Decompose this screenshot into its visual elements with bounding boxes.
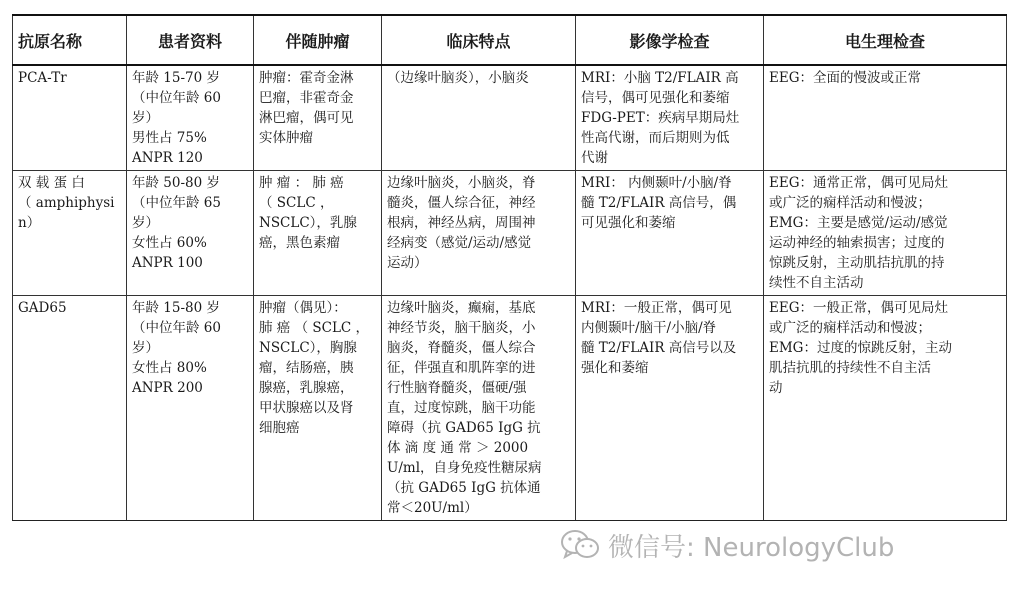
cell-line: （ amphiphysi [18, 195, 115, 211]
header-ephys: 电生理检查 [764, 15, 1007, 65]
cell-line: EEG：通常正常，偶可见局灶 [769, 175, 948, 191]
cell-line: （中位年龄 65 [132, 195, 221, 211]
cell-line: （边缘叶脑炎），小脑炎 [387, 70, 529, 86]
cell-clinical [382, 171, 576, 296]
cell-line: EEG：全面的慢波或正常 [769, 70, 921, 86]
cell-line: 脑炎，脊髓炎，僵人综合 [387, 340, 536, 356]
cell-patient [127, 171, 254, 296]
cell-antigen [13, 296, 127, 521]
cell-line: 瘤，结肠癌，胰 [259, 360, 354, 376]
cell-tumor [254, 65, 382, 171]
table-row [13, 65, 1007, 171]
cell-line: 岁） [132, 110, 159, 126]
cell-line: 肌拮抗肌的持续性不自主活 [769, 360, 931, 376]
cell-line: 双 载 蛋 白 [18, 175, 85, 191]
cell-line: 根病，神经丛病，周围神 [387, 215, 536, 231]
cell-line: 肿 瘤 ： 肺 癌 [259, 175, 344, 191]
cell-line: 行性脑脊髓炎，僵硬/强 [387, 380, 527, 396]
cell-antigen [13, 65, 127, 171]
cell-imaging [576, 65, 764, 171]
cell-line: 强化和萎缩 [581, 360, 649, 376]
cell-line: n） [18, 215, 41, 231]
cell-line: 常＜20U/ml） [387, 500, 478, 516]
cell-line: EMG：主要是感觉/运动/感觉 [769, 215, 948, 231]
cell-line: 癌，黑色素瘤 [259, 235, 340, 251]
cell-line: MRI：一般正常，偶可见 [581, 300, 732, 316]
cell-line: MRI： 内侧颞叶/小脑/脊 [581, 175, 732, 191]
cell-line: EEG：一般正常，偶可见局灶 [769, 300, 948, 316]
cell-line: （抗 GAD65 IgG 抗体通 [387, 480, 541, 496]
cell-imaging [576, 171, 764, 296]
table-header-row [13, 15, 1007, 65]
cell-line: NSCLC），胸腺 [259, 340, 357, 356]
cell-ephys [764, 171, 1007, 296]
cell-ephys [764, 296, 1007, 521]
cell-clinical [382, 296, 576, 521]
cell-line: 续性不自主活动 [769, 275, 864, 291]
cell-line: NSCLC），乳腺 [259, 215, 357, 231]
cell-clinical [382, 65, 576, 171]
cell-line: FDG-PET：疾病早期局灶 [581, 110, 740, 126]
cell-line: 腺癌，乳腺癌， [259, 380, 354, 396]
cell-tumor [254, 296, 382, 521]
header-imaging: 影像学检查 [576, 15, 764, 65]
cell-line: 肿瘤：霍奇金淋 [259, 70, 354, 86]
cell-line: 信号，偶可见强化和萎缩 [581, 90, 730, 106]
header-antigen: 抗原名称 [13, 15, 127, 65]
cell-line: 惊跳反射，主动肌拮抗肌的持 [769, 255, 945, 271]
header-patient: 患者资料 [127, 15, 254, 65]
cell-line: 男性占 75% [132, 130, 207, 146]
cell-line: 年龄 15-70 岁 [132, 70, 221, 86]
cell-line: 髓炎，僵人综合征，神经 [387, 195, 536, 211]
cell-line: 肿瘤（偶见）： [259, 300, 347, 316]
antigen-table [12, 14, 1007, 521]
cell-line: EMG：过度的惊跳反射，主动 [769, 340, 952, 356]
cell-line: GAD65 [18, 300, 67, 316]
cell-line: 代谢 [581, 150, 608, 166]
cell-line: 神经节炎，脑干脑炎，小 [387, 320, 536, 336]
cell-line: 体 滴 度 通 常 ＞ 2000 [387, 440, 529, 456]
cell-ephys [764, 65, 1007, 171]
cell-line: 内侧颞叶/脑干/小脑/脊 [581, 320, 717, 336]
watermark [560, 528, 1000, 562]
cell-line: 巴瘤，非霍奇金 [259, 90, 354, 106]
cell-line: 运动神经的轴索损害；过度的 [769, 235, 945, 251]
cell-line: 岁） [132, 215, 159, 231]
cell-line: 髓 T2/FLAIR 高信号，偶 [581, 195, 737, 211]
cell-line: 边缘叶脑炎，癫痫，基底 [387, 300, 536, 316]
cell-line: ANPR 100 [132, 255, 203, 271]
table-row [13, 296, 1007, 521]
cell-line: 直，过度惊跳，脑干功能 [387, 400, 536, 416]
cell-line: 或广泛的痫样活动和慢波； [769, 195, 931, 211]
cell-line: 细胞癌 [259, 420, 300, 436]
cell-line: 岁） [132, 340, 159, 356]
cell-line: ANPR 120 [132, 150, 203, 166]
cell-line: 征，伴强直和肌阵挛的进 [387, 360, 536, 376]
cell-line: 年龄 15-80 岁 [132, 300, 221, 316]
cell-line: （中位年龄 60 [132, 320, 221, 336]
cell-line: 性高代谢，而后期则为低 [581, 130, 730, 146]
table-row [13, 171, 1007, 296]
wechat-icon [560, 528, 600, 562]
cell-patient [127, 65, 254, 171]
header-tumor: 伴随肿瘤 [254, 15, 382, 65]
cell-patient [127, 296, 254, 521]
cell-line: 淋巴瘤，偶可见 [259, 110, 354, 126]
cell-line: 年龄 50-80 岁 [132, 175, 221, 191]
cell-line: 女性占 80% [132, 360, 207, 376]
cell-line: 女性占 60% [132, 235, 207, 251]
cell-line: 经病变（感觉/运动/感觉 [387, 235, 532, 251]
cell-line: 动 [769, 380, 783, 396]
cell-line: ANPR 200 [132, 380, 203, 396]
cell-line: PCA-Tr [18, 70, 67, 86]
cell-line: MRI：小脑 T2/FLAIR 高 [581, 70, 739, 86]
cell-line: （ SCLC ， [259, 195, 334, 211]
cell-tumor [254, 171, 382, 296]
watermark-text: 微信号: NeurologyClub [608, 532, 895, 563]
cell-line: 或广泛的痫样活动和慢波； [769, 320, 931, 336]
cell-line: 边缘叶脑炎，小脑炎，脊 [387, 175, 536, 191]
cell-line: （中位年龄 60 [132, 90, 221, 106]
cell-antigen [13, 171, 127, 296]
cell-line: 可见强化和萎缩 [581, 215, 676, 231]
header-clinical: 临床特点 [382, 15, 576, 65]
cell-line: 运动） [387, 255, 428, 271]
cell-line: 髓 T2/FLAIR 高信号以及 [581, 340, 737, 356]
cell-line: 甲状腺癌以及肾 [259, 400, 354, 416]
cell-line: 实体肿瘤 [259, 130, 313, 146]
cell-line: U/ml，自身免疫性糖尿病 [387, 460, 542, 476]
cell-imaging [576, 296, 764, 521]
cell-line: 障碍（抗 GAD65 IgG 抗 [387, 420, 541, 436]
cell-line: 肺 癌 （ SCLC ， [259, 320, 370, 336]
